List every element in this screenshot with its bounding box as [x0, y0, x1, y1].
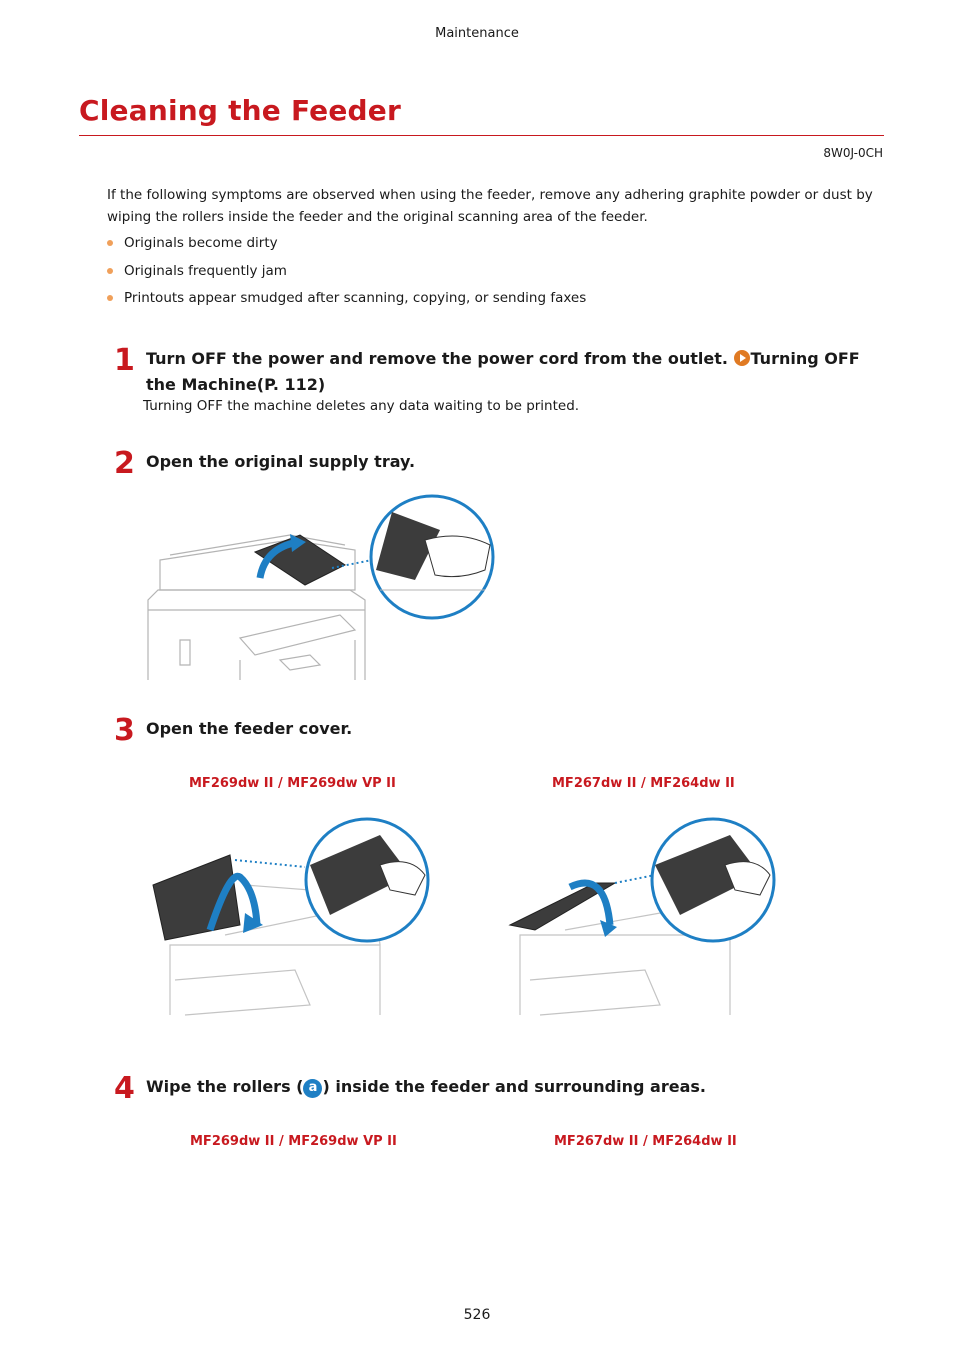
intro-paragraph: If the following symptoms are observed when using the feeder, remove any adhering graphite powder or dust by wiping the rollers inside the feeder and the original scanning area of the feeder.: [107, 187, 873, 225]
link-arrow-icon: [734, 350, 750, 366]
step-1-instruction: Turn OFF the power and remove the power cord from the outlet.: [146, 349, 728, 368]
symptom-text: Printouts appear smudged after scanning, copying, or sending faxes: [124, 290, 587, 306]
model-label-mf269: MF269dw II / MF269dw VP II: [189, 776, 396, 791]
step-4-text-after: ) inside the feeder and surrounding areas.: [322, 1077, 706, 1096]
step-1-text: [146, 346, 876, 398]
title-rule: [79, 135, 884, 136]
bullet-icon: [107, 240, 113, 246]
symptom-list: [107, 233, 586, 316]
step-1-note: Turning OFF the machine deletes any data waiting to be printed.: [143, 398, 580, 414]
model-label-mf267: MF267dw II / MF264dw II: [554, 1134, 737, 1149]
step-3-text: Open the feeder cover.: [146, 719, 353, 738]
running-header: Maintenance: [435, 26, 519, 41]
symptom-text: Originals become dirty: [124, 235, 278, 251]
symptom-text: Originals frequently jam: [124, 262, 287, 279]
bullet-icon: [107, 268, 113, 274]
page-title: Cleaning the Feeder: [79, 94, 401, 127]
document-id: 8W0J-0CH: [823, 146, 883, 160]
model-label-mf267: MF267dw II / MF264dw II: [552, 776, 735, 791]
page-number: 526: [463, 1307, 491, 1323]
step-2-number: 2: [114, 446, 135, 481]
turning-off-link[interactable]: Turning OFF the Machine(P. 112): [146, 349, 860, 394]
model-label-mf269: MF269dw II / MF269dw VP II: [190, 1134, 397, 1149]
open-supply-tray-illustration: [140, 490, 500, 685]
list-item: [107, 288, 586, 316]
step-1-number: 1: [114, 343, 135, 378]
roller-callout-badge: a: [303, 1079, 322, 1098]
open-feeder-cover-mf267-illustration: [505, 815, 795, 1020]
step-4-text-before: Wipe the rollers (: [146, 1077, 304, 1096]
step-2-text: Open the original supply tray.: [146, 452, 416, 471]
step-4-text: [146, 1074, 706, 1100]
bullet-icon: [107, 295, 113, 301]
list-item: [107, 261, 586, 289]
list-item: [107, 233, 586, 261]
step-4-number: 4: [114, 1071, 135, 1106]
open-feeder-cover-mf269-illustration: [145, 815, 435, 1020]
step-3-number: 3: [114, 713, 135, 748]
